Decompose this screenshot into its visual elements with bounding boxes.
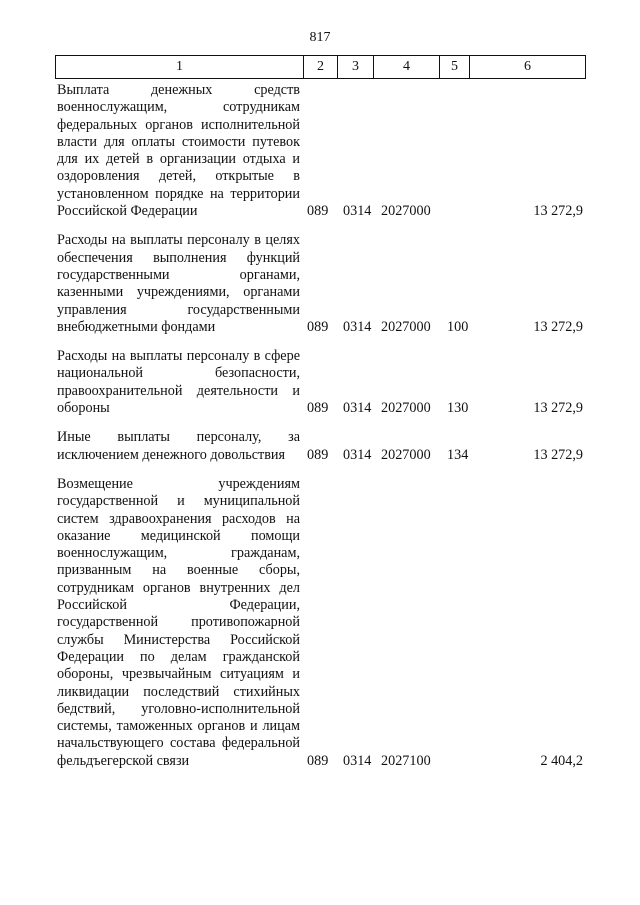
row-codes — [305, 753, 583, 770]
section-code: 0314 — [343, 752, 372, 769]
row-codes — [305, 319, 583, 336]
column-header-1: 1 — [56, 56, 304, 78]
target-article-code: 2027000 — [381, 318, 431, 335]
table-row — [57, 476, 583, 770]
expense-type-code: 130 — [447, 400, 469, 417]
budget-table-body — [57, 82, 583, 782]
section-code: 0314 — [343, 446, 372, 463]
amount: 13 272,9 — [533, 318, 583, 335]
row-codes — [305, 400, 583, 417]
row-codes — [305, 203, 583, 220]
column-header-4: 4 — [374, 56, 440, 78]
column-header-6: 6 — [524, 59, 531, 74]
target-article-code: 2027000 — [381, 203, 431, 220]
row-description: Возмещение учреждениям государственной и муниципальной систем здравоохранения расходов на оказание медицинской помощи военнослужащим, гражданам, призванным на военные сборы, сотрудникам органов внутренних дел Российской Федерации, государственной противопожарной службы Министерства Российской Федерации по делам гражданской обороны, чрезвычайным ситуациям и ликвидации последствий стихийных бедствий, уголовно-исполнительной системы, таможенных органов и лицам начальствующего состава федеральной фельдъегерской связи — [57, 475, 300, 769]
column-header-3: 3 — [338, 56, 374, 78]
amount: 13 272,9 — [533, 400, 583, 417]
column-header-row — [55, 55, 586, 79]
amount: 13 272,9 — [533, 446, 583, 463]
row-description: Расходы на выплаты персоналу в целях обеспечения выполнения функций государственными органами, казенными учреждениями, органами управления государственными внебюджетными фондами — [57, 232, 300, 335]
row-description: Выплата денежных средств военнослужащим, сотрудникам федеральных органов исполнительной власти для оплаты стоимости путевок для их детей в организации отдыха и оздоровления детей, открытые в установленном порядке на территории Российской Федерации — [57, 82, 300, 220]
row-description: Расходы на выплаты персоналу в сфере национальной безопасности, правоохранительной деятельности и обороны — [57, 348, 300, 417]
ministry-code: 089 — [307, 400, 329, 417]
target-article-code: 2027000 — [381, 400, 431, 417]
column-header-2: 2 — [304, 56, 338, 78]
expense-type-code: 134 — [447, 446, 469, 463]
target-article-code: 2027100 — [381, 752, 431, 769]
target-article-code: 2027000 — [381, 446, 431, 463]
page-number: 817 — [309, 30, 331, 45]
table-row — [57, 82, 583, 220]
column-header-5: 5 — [440, 56, 470, 78]
amount: 13 272,9 — [533, 203, 583, 220]
ministry-code: 089 — [307, 203, 329, 220]
table-row — [57, 429, 583, 464]
ministry-code: 089 — [307, 752, 329, 769]
ministry-code: 089 — [307, 446, 329, 463]
section-code: 0314 — [343, 318, 372, 335]
ministry-code: 089 — [307, 318, 329, 335]
table-row — [57, 348, 583, 417]
section-code: 0314 — [343, 400, 372, 417]
row-codes — [305, 447, 583, 464]
expense-type-code: 100 — [447, 318, 469, 335]
amount: 2 404,2 — [540, 752, 583, 769]
section-code: 0314 — [343, 203, 372, 220]
table-row — [57, 232, 583, 336]
row-description: Иные выплаты персоналу, за исключением денежного довольствия — [57, 429, 300, 463]
